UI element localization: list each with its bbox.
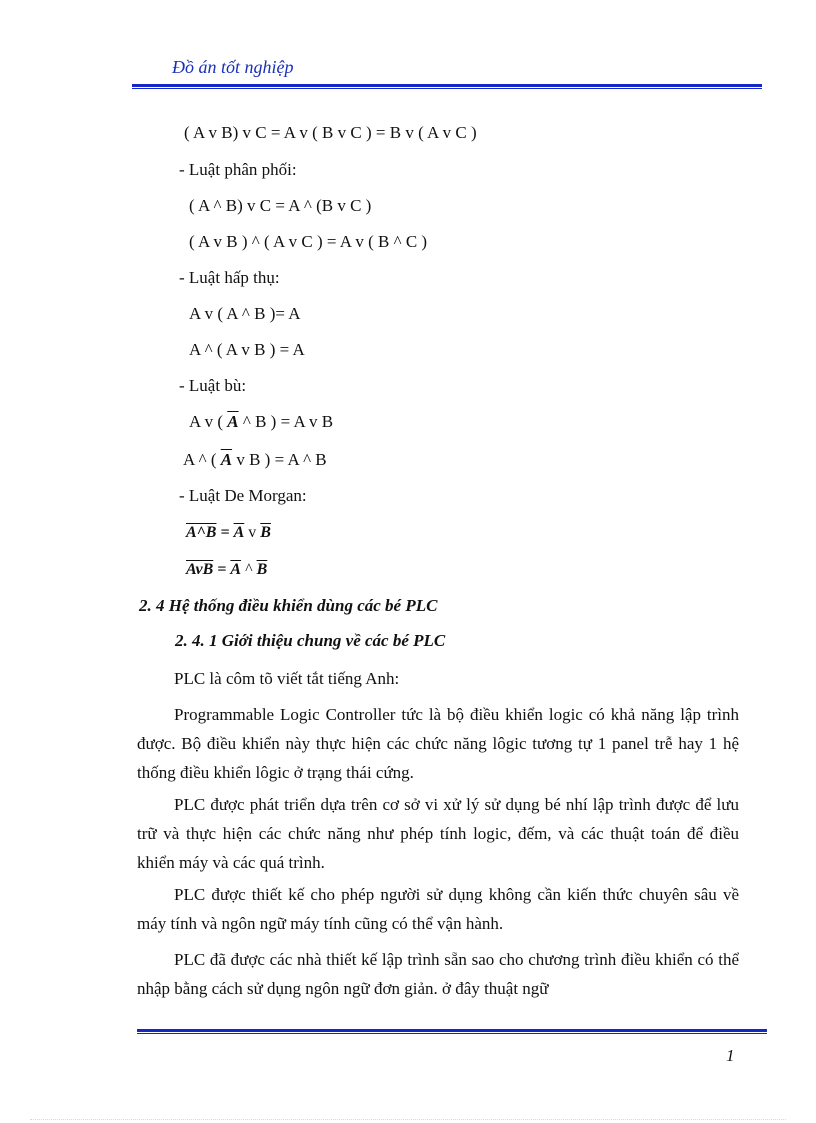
header-rule bbox=[132, 84, 762, 89]
footer-rule bbox=[137, 1029, 767, 1034]
formula-demorgan-1 bbox=[186, 523, 271, 543]
paragraph: PLC đã được các nhà thiết kế lập trình sẵn sao cho chương trình điều khiển có thể nhập bằng cách sử dụng ngôn ngữ đơn giản. ở đây thuật ngữ bbox=[137, 950, 739, 998]
paragraph: Programmable Logic Controller tức là bộ điều khiển logic có khả năng lập trình được. Bộ điều khiển này thực hiện các chức năng lôgic tương tự 1 panel trễ hay 1 hệ thống điều khiển lôgic ở trạng thái cứng. bbox=[137, 705, 739, 782]
section-heading: 2. 4 Hệ thống điều khiển dùng các bé PLC bbox=[139, 596, 438, 615]
distributive-law-label: - Luật phân phối: bbox=[179, 160, 297, 179]
page-edge-divider bbox=[30, 1119, 786, 1120]
absorption-law-label: - Luật hấp thụ: bbox=[179, 268, 280, 287]
formula-text: ^ bbox=[245, 561, 253, 578]
overbar-variable: $\overline{A}$ bbox=[233, 524, 245, 541]
running-header-title: Đồ án tốt nghiệp bbox=[172, 57, 294, 77]
formula-distributive-1: ( A ^ B) v C = A ^ (B v C ) bbox=[189, 196, 372, 215]
formula-text: ^ B ) = A v B bbox=[238, 412, 334, 431]
formula-text: A ^ ( bbox=[183, 450, 221, 469]
overbar-variable: $\overline{A}$ bbox=[227, 412, 239, 431]
overbar-variable: $\overline{B}$ bbox=[256, 561, 268, 578]
formula-complement-1 bbox=[189, 412, 333, 432]
overbar-variable: $\overline{A}$ bbox=[220, 450, 233, 469]
formula-distributive-2: ( A v B ) ^ ( A v C ) = A v ( B ^ C ) bbox=[189, 232, 428, 251]
subsection-heading: 2. 4. 1 Giới thiệu chung về các bé PLC bbox=[175, 631, 446, 650]
paragraph: PLC là côm tõ viết tắt tiếng Anh: bbox=[174, 669, 400, 688]
formula-text: v B ) = A ^ B bbox=[232, 450, 327, 469]
overbar-expression: $\overline{AvB}$ bbox=[186, 561, 214, 578]
formula-associative: ( A v B) v C = A v ( B v C ) = B v ( A v C ) bbox=[184, 123, 477, 142]
page-number: 1 bbox=[726, 1046, 735, 1065]
demorgan-law-label: - Luật De Morgan: bbox=[179, 486, 307, 505]
paragraph: PLC được phát triển dựa trên cơ sở vi xử lý sử dụng bé nhí lập trình được để lưu trữ và thực hiện các chức năng như phép tính logic, đếm, và các thuật toán để điều khiển máy và các quá trình. bbox=[137, 795, 739, 872]
formula-text: = bbox=[220, 524, 230, 541]
paragraph: PLC được thiết kế cho phép người sử dụng không cần kiến thức chuyên sâu về máy tính và ngôn ngữ máy tính cũng có thể vận hành. bbox=[137, 885, 739, 933]
formula-text: = bbox=[217, 561, 227, 578]
formula-text: v bbox=[248, 524, 257, 541]
formula-absorption-1: A v ( A ^ B )= A bbox=[189, 304, 301, 323]
formula-demorgan-2 bbox=[186, 560, 267, 580]
complement-law-label: - Luật bù: bbox=[179, 376, 247, 395]
formula-absorption-2: A ^ ( A v B ) = A bbox=[189, 340, 305, 359]
overbar-expression: A^B bbox=[186, 524, 217, 541]
overbar-variable: $\overline{B}$ bbox=[260, 524, 271, 541]
formula-text: A v ( bbox=[189, 412, 228, 431]
overbar-variable: $\overline{A}$ bbox=[230, 561, 242, 578]
formula-complement-2 bbox=[183, 450, 327, 470]
